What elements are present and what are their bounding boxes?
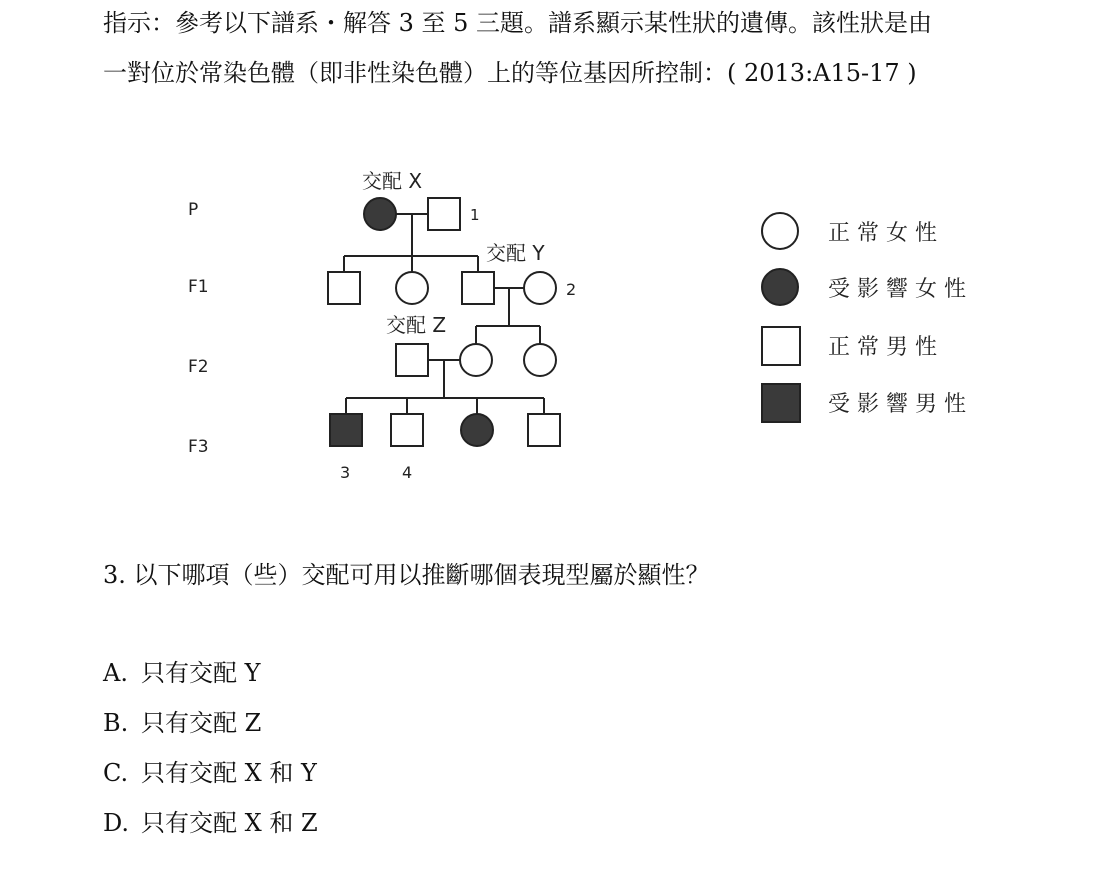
option-d-text: 只有交配 X 和 Z	[141, 809, 318, 837]
legend	[762, 213, 966, 422]
f1-normal-male-1	[328, 272, 360, 304]
option-a[interactable]	[103, 658, 260, 688]
legend-normal-female-label: 正 常 女 性	[828, 221, 937, 246]
f3-number-4: 4	[402, 463, 413, 482]
mating-z-label: 交配 Z	[386, 313, 447, 337]
option-b-text: 只有交配 Z	[141, 709, 262, 737]
p-affected-female	[364, 198, 396, 230]
legend-affected-male-symbol	[762, 384, 800, 422]
generation-label-f1: F1	[188, 277, 209, 297]
f3-number-3: 3	[340, 463, 351, 482]
instruction-line-1: 指示：參考以下譜系・解答 3 至 5 三題。譜系顯示某性狀的遺傳。該性狀是由	[103, 9, 933, 37]
p-normal-male	[428, 198, 460, 230]
generation-label-f2: F2	[188, 357, 209, 377]
option-b[interactable]	[103, 708, 261, 738]
f3-normal-male-1	[391, 414, 423, 446]
option-a-letter: A.	[103, 659, 128, 687]
legend-normal-male-label: 正 常 男 性	[828, 335, 937, 360]
f2-normal-male	[396, 344, 428, 376]
p-male-number: 1	[470, 206, 480, 224]
f1-normal-female-2	[524, 272, 556, 304]
f1-normal-male-2	[462, 272, 494, 304]
f2-normal-female-1	[460, 344, 492, 376]
question-3: 3. 以下哪項（些）交配可用以推斷哪個表現型屬於顯性？	[103, 561, 710, 589]
f2-normal-female-2	[524, 344, 556, 376]
legend-normal-male-symbol	[762, 327, 800, 365]
option-c-text: 只有交配 X 和 Y	[141, 759, 317, 787]
option-b-letter: B.	[103, 709, 129, 737]
generation-label-p: P	[188, 200, 199, 220]
legend-normal-female-symbol	[762, 213, 798, 249]
generation-label-f3: F3	[188, 437, 209, 457]
option-c-letter: C.	[103, 759, 129, 787]
option-d-letter: D.	[103, 809, 130, 837]
option-d[interactable]	[103, 808, 318, 838]
legend-affected-male-label: 受 影 響 男 性	[828, 392, 966, 417]
mating-x-label: 交配 X	[362, 169, 423, 193]
instruction-line-2: 一對位於常染色體（即非性染色體）上的等位基因所控制：( 2013:A15-17 )	[103, 59, 917, 87]
legend-affected-female-symbol	[762, 269, 798, 305]
mating-y-label: 交配 Y	[486, 241, 545, 265]
legend-affected-female-label: 受 影 響 女 性	[828, 277, 966, 302]
f3-affected-female	[461, 414, 493, 446]
f1-normal-female	[396, 272, 428, 304]
f1-female-number: 2	[566, 280, 577, 299]
f3-normal-male-2	[528, 414, 560, 446]
option-c[interactable]	[103, 758, 317, 788]
option-a-text: 只有交配 Y	[141, 659, 261, 687]
f3-affected-male	[330, 414, 362, 446]
